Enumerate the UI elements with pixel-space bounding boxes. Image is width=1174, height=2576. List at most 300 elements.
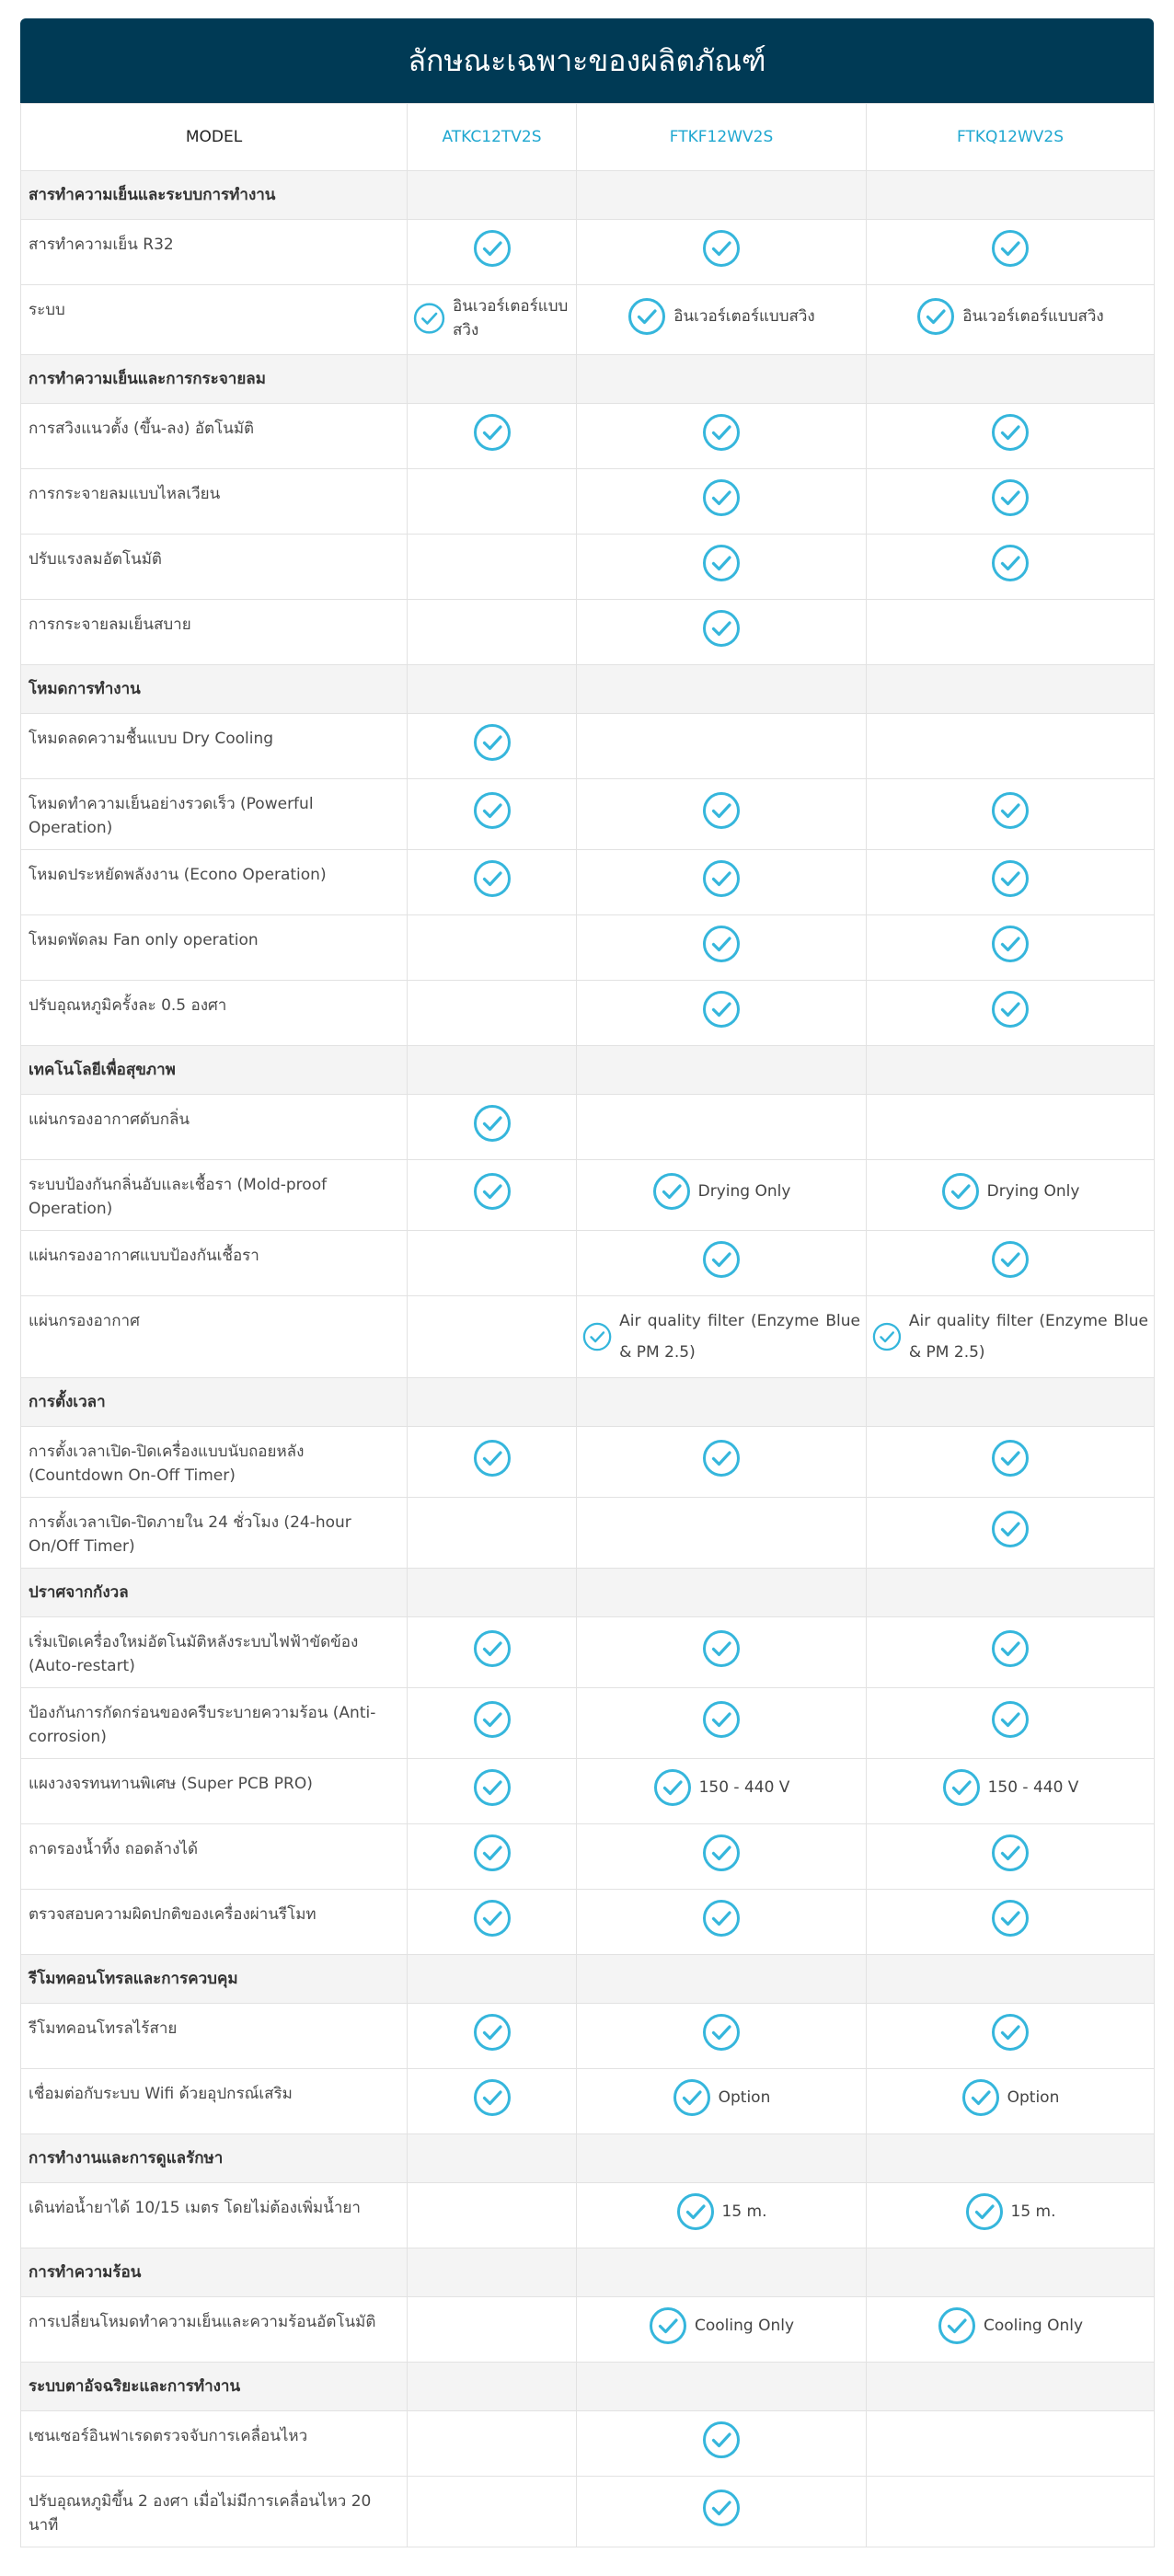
section-label: โหมดการทำงาน	[21, 665, 408, 714]
feature-cell	[577, 1498, 867, 1569]
feature-row	[21, 220, 1155, 285]
feature-label: ระบบป้องกันกลิ่นอับและเชื้อรา (Mold-proof Operation)	[21, 1160, 408, 1231]
section-row	[21, 355, 1155, 404]
feature-cell	[577, 981, 867, 1046]
feature-label: โหมดทำความเย็นอย่างรวดเร็ว (Powerful Operation)	[21, 779, 408, 850]
section-spacer	[867, 665, 1155, 714]
cell-content	[473, 1834, 512, 1872]
feature-cell	[867, 1498, 1155, 1569]
feature-cell	[577, 1095, 867, 1160]
cell-content	[991, 478, 1030, 517]
cell-content	[473, 1629, 512, 1668]
feature-cell	[577, 600, 867, 665]
cell-content	[991, 1629, 1030, 1668]
cell-note: 15 m.	[721, 2202, 767, 2221]
section-spacer	[577, 2363, 867, 2411]
feature-cell	[867, 850, 1155, 915]
feature-label: รีโมทคอนโทรลไร้สาย	[21, 2004, 408, 2069]
check-circle-icon	[473, 1172, 512, 1211]
cell-content	[991, 2013, 1030, 2052]
cell-content	[702, 1629, 741, 1668]
feature-label: แผ่นกรองอากาศ	[21, 1296, 408, 1378]
cell-content	[702, 859, 741, 898]
check-circle-icon	[991, 1834, 1030, 1872]
cell-content	[702, 925, 741, 963]
check-circle-icon	[991, 925, 1030, 963]
cell-content	[916, 297, 1103, 336]
section-row	[21, 1378, 1155, 1427]
cell-content	[627, 297, 814, 336]
check-circle-icon	[473, 1899, 512, 1938]
cell-content	[991, 1510, 1030, 1548]
feature-cell	[577, 469, 867, 535]
feature-label: เชื่อมต่อกับระบบ Wifi ด้วยอุปกรณ์เสริม	[21, 2069, 408, 2134]
feature-cell	[867, 220, 1155, 285]
cell-content	[473, 229, 512, 268]
feature-row	[21, 1095, 1155, 1160]
section-spacer	[577, 1046, 867, 1095]
cell-content	[473, 1768, 512, 1807]
feature-row	[21, 1231, 1155, 1296]
cell-content	[702, 229, 741, 268]
section-spacer	[408, 2248, 577, 2297]
check-circle-icon	[991, 1899, 1030, 1938]
cell-content	[942, 1768, 1079, 1807]
feature-label: ระบบ	[21, 285, 408, 355]
feature-row	[21, 1160, 1155, 1231]
cell-content	[872, 1305, 1148, 1368]
cell-content	[473, 2078, 512, 2117]
check-circle-icon	[413, 299, 445, 338]
feature-cell	[867, 600, 1155, 665]
cell-content	[702, 1700, 741, 1739]
feature-cell	[867, 915, 1155, 981]
cell-content	[673, 2078, 771, 2117]
feature-cell	[577, 404, 867, 469]
feature-cell	[408, 1427, 577, 1498]
cell-content	[965, 2192, 1056, 2231]
feature-cell	[408, 1231, 577, 1296]
feature-cell	[867, 1890, 1155, 1955]
cell-note: Drying Only	[697, 1182, 791, 1201]
feature-row	[21, 1759, 1155, 1824]
spec-comparison	[20, 18, 1154, 2547]
feature-cell	[867, 1617, 1155, 1688]
feature-cell	[867, 714, 1155, 779]
cell-content	[702, 2421, 741, 2459]
feature-cell	[867, 1231, 1155, 1296]
section-spacer	[577, 1955, 867, 2004]
cell-content	[702, 609, 741, 648]
cell-note: Air quality filter (Enzyme Blue & PM 2.5)	[908, 1312, 1148, 1362]
feature-cell	[408, 2411, 577, 2477]
cell-content	[991, 1834, 1030, 1872]
check-circle-icon	[991, 1629, 1030, 1668]
feature-label: การสวิงแนวตั้ง (ขึ้น-ลง) อัตโนมัติ	[21, 404, 408, 469]
cell-content	[649, 2306, 794, 2345]
feature-row	[21, 1890, 1155, 1955]
section-label: การทำงานและการดูแลรักษา	[21, 2134, 408, 2183]
section-spacer	[577, 355, 867, 404]
check-circle-icon	[702, 1240, 741, 1279]
check-circle-icon	[652, 1172, 691, 1211]
section-spacer	[867, 171, 1155, 220]
feature-cell	[408, 915, 577, 981]
section-spacer	[577, 1378, 867, 1427]
section-spacer	[867, 1569, 1155, 1617]
feature-cell	[408, 220, 577, 285]
feature-cell	[577, 2297, 867, 2363]
feature-row	[21, 1498, 1155, 1569]
cell-content	[702, 2013, 741, 2052]
feature-label: แผ่นกรองอากาศดับกลิ่น	[21, 1095, 408, 1160]
check-circle-icon	[473, 1104, 512, 1143]
cell-content	[938, 2306, 1083, 2345]
feature-cell	[408, 714, 577, 779]
feature-label: สารทำความเย็น R32	[21, 220, 408, 285]
check-circle-icon	[991, 1240, 1030, 1279]
feature-cell	[577, 1617, 867, 1688]
feature-label: ถาดรองน้ำทิ้ง ถอดล้างได้	[21, 1824, 408, 1890]
cell-note: 15 m.	[1010, 2202, 1056, 2221]
feature-cell	[577, 2004, 867, 2069]
feature-label: โหมดประหยัดพลังงาน (Econo Operation)	[21, 850, 408, 915]
feature-cell	[408, 535, 577, 600]
check-circle-icon	[702, 1439, 741, 1478]
cell-content	[991, 859, 1030, 898]
cell-note: 150 - 440 V	[987, 1778, 1079, 1797]
feature-row	[21, 1688, 1155, 1759]
check-circle-icon	[473, 413, 512, 452]
cell-content	[991, 1899, 1030, 1938]
feature-label: โหมดลดความชื้นแบบ Dry Cooling	[21, 714, 408, 779]
section-label: รีโมทคอนโทรลและการควบคุม	[21, 1955, 408, 2004]
check-circle-icon	[702, 2421, 741, 2459]
check-circle-icon	[473, 229, 512, 268]
cell-content	[702, 544, 741, 582]
cell-content	[702, 413, 741, 452]
feature-row	[21, 2069, 1155, 2134]
feature-row	[21, 535, 1155, 600]
cell-note: อินเวอร์เตอร์แบบสวิง	[962, 306, 1104, 326]
section-row	[21, 2248, 1155, 2297]
feature-cell	[408, 2069, 577, 2134]
cell-content	[582, 1305, 860, 1368]
section-row	[21, 1955, 1155, 2004]
feature-cell	[867, 1688, 1155, 1759]
feature-cell	[577, 1890, 867, 1955]
check-circle-icon	[627, 297, 666, 336]
check-circle-icon	[961, 2078, 1000, 2117]
feature-cell	[408, 1824, 577, 1890]
check-circle-icon	[702, 791, 741, 830]
feature-label: แผ่นกรองอากาศแบบป้องกันเชื้อรา	[21, 1231, 408, 1296]
feature-cell	[867, 2477, 1155, 2547]
check-circle-icon	[991, 1439, 1030, 1478]
feature-cell	[408, 469, 577, 535]
feature-cell	[408, 2183, 577, 2248]
check-circle-icon	[473, 723, 512, 762]
feature-cell	[408, 1095, 577, 1160]
check-circle-icon	[702, 609, 741, 648]
feature-cell	[867, 1095, 1155, 1160]
feature-cell	[577, 1231, 867, 1296]
feature-label: การตั้งเวลาเปิด-ปิดภายใน 24 ชั่วโมง (24-hour On/Off Timer)	[21, 1498, 408, 1569]
feature-label: โหมดพัดลม Fan only operation	[21, 915, 408, 981]
feature-cell	[867, 1427, 1155, 1498]
feature-cell	[577, 2411, 867, 2477]
cell-content	[941, 1172, 1080, 1211]
check-circle-icon	[702, 229, 741, 268]
cell-content	[991, 413, 1030, 452]
cell-content	[473, 791, 512, 830]
feature-cell	[577, 285, 867, 355]
feature-row	[21, 1296, 1155, 1378]
check-circle-icon	[702, 1700, 741, 1739]
section-row	[21, 171, 1155, 220]
check-circle-icon	[916, 297, 955, 336]
cell-note: Option	[1007, 2088, 1060, 2107]
product-header-3: FTKQ12WV2S	[867, 104, 1155, 171]
section-spacer	[408, 171, 577, 220]
feature-cell	[867, 469, 1155, 535]
feature-cell	[408, 1617, 577, 1688]
feature-label: เริ่มเปิดเครื่องใหม่อัตโนมัติหลังระบบไฟฟ้าขัดข้อง (Auto-restart)	[21, 1617, 408, 1688]
feature-cell	[867, 535, 1155, 600]
cell-content	[702, 1439, 741, 1478]
cell-content	[702, 1899, 741, 1938]
section-row	[21, 665, 1155, 714]
feature-cell	[867, 2411, 1155, 2477]
check-circle-icon	[991, 1510, 1030, 1548]
cell-content	[961, 2078, 1060, 2117]
feature-row	[21, 714, 1155, 779]
section-row	[21, 2134, 1155, 2183]
product-header-1: ATKC12TV2S	[408, 104, 577, 171]
feature-cell	[867, 1160, 1155, 1231]
section-spacer	[867, 1378, 1155, 1427]
check-circle-icon	[991, 2013, 1030, 2052]
feature-cell	[577, 1824, 867, 1890]
feature-cell	[867, 404, 1155, 469]
cell-content	[676, 2192, 767, 2231]
cell-note: Option	[718, 2088, 771, 2107]
cell-content	[473, 1899, 512, 1938]
section-spacer	[408, 2134, 577, 2183]
product-header-2: FTKF12WV2S	[577, 104, 867, 171]
cell-note: Cooling Only	[983, 2317, 1084, 2335]
feature-cell	[577, 1427, 867, 1498]
page-title: ลักษณะเฉพาะของผลิตภัณฑ์	[20, 18, 1154, 103]
section-spacer	[577, 2134, 867, 2183]
check-circle-icon	[676, 2192, 715, 2231]
check-circle-icon	[991, 990, 1030, 1029]
section-spacer	[408, 2363, 577, 2411]
feature-cell	[408, 1759, 577, 1824]
section-label: เทคโนโลยีเพื่อสุขภาพ	[21, 1046, 408, 1095]
section-spacer	[577, 171, 867, 220]
cell-content	[991, 1700, 1030, 1739]
cell-content	[473, 1700, 512, 1739]
check-circle-icon	[473, 1439, 512, 1478]
section-row	[21, 2363, 1155, 2411]
feature-cell	[577, 220, 867, 285]
section-label: ปราศจากกังวล	[21, 1569, 408, 1617]
section-label: ระบบตาอัจฉริยะและการทำงาน	[21, 2363, 408, 2411]
feature-row	[21, 2004, 1155, 2069]
feature-cell	[577, 1759, 867, 1824]
feature-cell	[408, 404, 577, 469]
section-spacer	[408, 355, 577, 404]
spec-table	[20, 103, 1155, 2547]
cell-content	[473, 723, 512, 762]
section-row	[21, 1569, 1155, 1617]
feature-label: การตั้งเวลาเปิด-ปิดเครื่องแบบนับถอยหลัง (Countdown On-Off Timer)	[21, 1427, 408, 1498]
feature-cell	[867, 2069, 1155, 2134]
feature-label: เดินท่อน้ำยาได้ 10/15 เมตร โดยไม่ต้องเพิ่มน้ำยา	[21, 2183, 408, 2248]
check-circle-icon	[702, 544, 741, 582]
feature-cell	[577, 1160, 867, 1231]
check-circle-icon	[473, 1700, 512, 1739]
feature-label: แผงวงจรทนทานพิเศษ (Super PCB PRO)	[21, 1759, 408, 1824]
section-spacer	[867, 2134, 1155, 2183]
feature-cell	[408, 285, 577, 355]
feature-cell	[867, 1296, 1155, 1378]
feature-cell	[577, 1296, 867, 1378]
check-circle-icon	[473, 2078, 512, 2117]
cell-content	[702, 990, 741, 1029]
section-label: การตั้งเวลา	[21, 1378, 408, 1427]
check-circle-icon	[991, 544, 1030, 582]
model-header: MODEL	[21, 104, 408, 171]
section-spacer	[577, 1569, 867, 1617]
check-circle-icon	[702, 990, 741, 1029]
feature-label: การกระจายลมเย็นสบาย	[21, 600, 408, 665]
feature-label: การเปลี่ยนโหมดทำความเย็นและความร้อนอัตโนมัติ	[21, 2297, 408, 2363]
feature-cell	[867, 1759, 1155, 1824]
feature-label: ปรับอุณหภูมิขึ้น 2 องศา เมื่อไม่มีการเคลื่อนไหว 20 นาที	[21, 2477, 408, 2547]
feature-cell	[577, 1688, 867, 1759]
feature-cell	[867, 779, 1155, 850]
feature-row	[21, 850, 1155, 915]
check-circle-icon	[941, 1172, 980, 1211]
check-circle-icon	[991, 1700, 1030, 1739]
cell-content	[653, 1768, 790, 1807]
feature-row	[21, 915, 1155, 981]
feature-row	[21, 600, 1155, 665]
feature-cell	[577, 779, 867, 850]
check-circle-icon	[473, 1629, 512, 1668]
feature-cell	[408, 779, 577, 850]
section-spacer	[408, 1046, 577, 1095]
section-spacer	[867, 2248, 1155, 2297]
cell-content	[413, 294, 570, 342]
feature-cell	[867, 1824, 1155, 1890]
check-circle-icon	[473, 791, 512, 830]
feature-cell	[408, 2297, 577, 2363]
feature-cell	[867, 2183, 1155, 2248]
feature-cell	[408, 1890, 577, 1955]
check-circle-icon	[473, 859, 512, 898]
cell-content	[473, 2013, 512, 2052]
feature-row	[21, 981, 1155, 1046]
cell-note: อินเวอร์เตอร์แบบสวิง	[453, 297, 569, 339]
check-circle-icon	[702, 2489, 741, 2527]
feature-cell	[408, 2004, 577, 2069]
feature-cell	[577, 714, 867, 779]
cell-content	[473, 1104, 512, 1143]
check-circle-icon	[473, 1768, 512, 1807]
cell-content	[473, 859, 512, 898]
check-circle-icon	[938, 2306, 976, 2345]
section-label: การทำความเย็นและการกระจายลม	[21, 355, 408, 404]
section-spacer	[867, 1955, 1155, 2004]
section-spacer	[408, 665, 577, 714]
feature-label: ปรับแรงลมอัตโนมัติ	[21, 535, 408, 600]
feature-row	[21, 1427, 1155, 1498]
check-circle-icon	[702, 1899, 741, 1938]
cell-note: อินเวอร์เตอร์แบบสวิง	[673, 306, 815, 326]
check-circle-icon	[702, 925, 741, 963]
feature-cell	[867, 2004, 1155, 2069]
check-circle-icon	[702, 1834, 741, 1872]
section-spacer	[577, 2248, 867, 2297]
cell-note: Cooling Only	[694, 2317, 795, 2335]
feature-cell	[408, 1498, 577, 1569]
check-circle-icon	[702, 478, 741, 517]
feature-label: การกระจายลมแบบไหลเวียน	[21, 469, 408, 535]
feature-row	[21, 779, 1155, 850]
cell-content	[702, 1834, 741, 1872]
section-spacer	[867, 355, 1155, 404]
cell-note: Drying Only	[986, 1182, 1080, 1201]
check-circle-icon	[702, 859, 741, 898]
feature-row	[21, 1617, 1155, 1688]
check-circle-icon	[653, 1768, 692, 1807]
cell-content	[473, 1439, 512, 1478]
cell-content	[702, 1240, 741, 1279]
header-row	[21, 104, 1155, 171]
cell-content	[991, 1439, 1030, 1478]
feature-cell	[408, 1688, 577, 1759]
cell-note: 150 - 440 V	[698, 1778, 790, 1797]
check-circle-icon	[582, 1317, 612, 1356]
check-circle-icon	[942, 1768, 981, 1807]
feature-row	[21, 404, 1155, 469]
section-spacer	[408, 1378, 577, 1427]
feature-label: ตรวจสอบความผิดปกติของเครื่องผ่านรีโมท	[21, 1890, 408, 1955]
feature-row	[21, 1824, 1155, 1890]
cell-content	[991, 229, 1030, 268]
feature-cell	[867, 2297, 1155, 2363]
cell-content	[991, 544, 1030, 582]
cell-content	[702, 2489, 741, 2527]
feature-row	[21, 469, 1155, 535]
feature-cell	[577, 850, 867, 915]
cell-content	[991, 1240, 1030, 1279]
check-circle-icon	[649, 2306, 687, 2345]
feature-cell	[408, 2477, 577, 2547]
feature-cell	[867, 285, 1155, 355]
check-circle-icon	[991, 229, 1030, 268]
section-label: สารทำความเย็นและระบบการทำงาน	[21, 171, 408, 220]
check-circle-icon	[702, 1629, 741, 1668]
check-circle-icon	[965, 2192, 1004, 2231]
feature-label: ป้องกันการกัดกร่อนของครีบระบายความร้อน (Anti-corrosion)	[21, 1688, 408, 1759]
section-spacer	[577, 665, 867, 714]
check-circle-icon	[991, 791, 1030, 830]
feature-label: ปรับอุณหภูมิครั้งละ 0.5 องศา	[21, 981, 408, 1046]
